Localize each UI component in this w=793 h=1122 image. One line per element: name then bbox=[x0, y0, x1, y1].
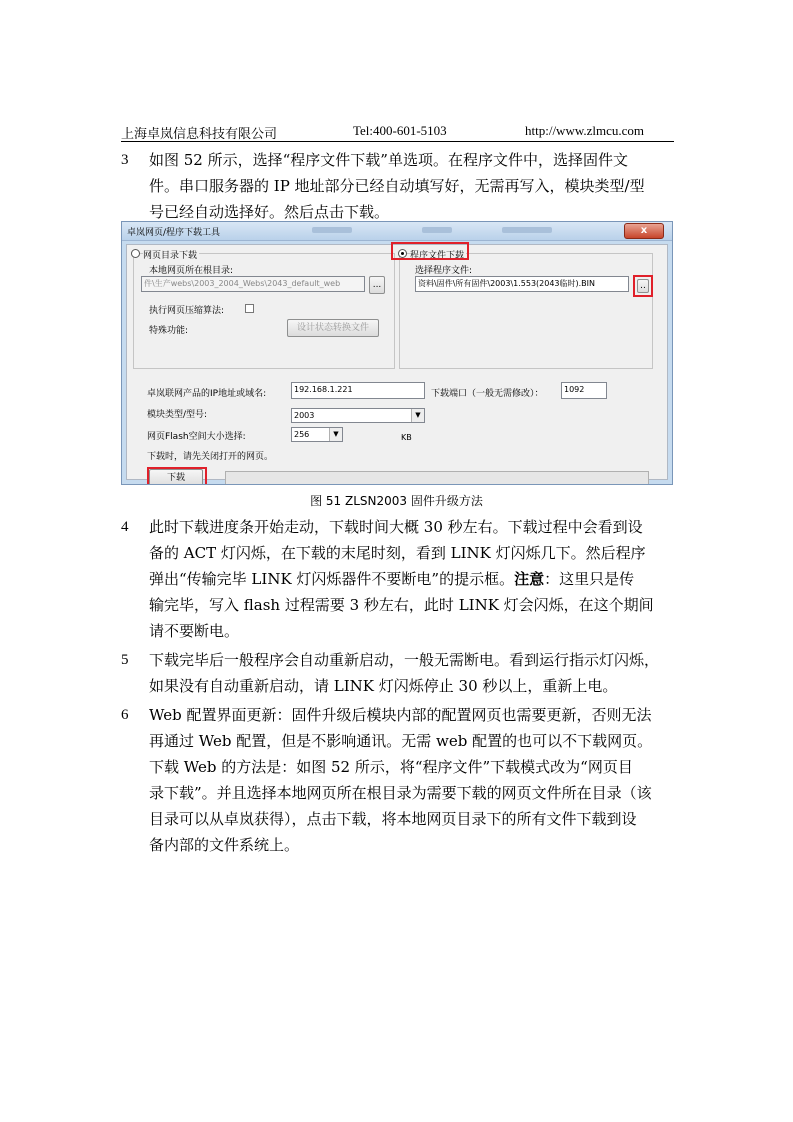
step-line: 如图 52 所示，选择“程序文件下载”单选项。在程序文件中，选择固件文 bbox=[149, 151, 628, 169]
download-progress-bar bbox=[225, 471, 649, 485]
web-root-label: 本地网页所在根目录: bbox=[149, 266, 234, 276]
step-line: 请不要断电。 bbox=[149, 622, 240, 640]
step-number: 6 bbox=[121, 707, 129, 723]
step-line-part: 弹出“传输完毕 LINK 灯闪烁器件不要断电”的提示框。 bbox=[149, 570, 515, 588]
step-number: 4 bbox=[121, 519, 129, 535]
step-5 bbox=[121, 647, 674, 699]
step-line: 下载 Web 的方法是：如图 52 所示，将“程序文件”下载模式改为“网页目 bbox=[149, 758, 633, 776]
module-type-select[interactable] bbox=[291, 408, 425, 423]
step-line: 目录可以从卓岚获得），点击下载，将本地网页目录下的所有文件下载到设 bbox=[149, 810, 637, 828]
header-url: http://www.zlmcu.com bbox=[525, 123, 645, 138]
web-download-label: 网页目录下载 bbox=[143, 248, 199, 261]
step-line bbox=[149, 566, 674, 592]
step-number: 5 bbox=[121, 652, 129, 668]
download-button[interactable]: 下载 bbox=[149, 469, 203, 485]
step-line: 录下载”。并且选择本地网页所在根目录为需要下载的网页文件所在目录（该 bbox=[149, 784, 652, 802]
compress-label: 执行网页压缩算法: bbox=[149, 306, 225, 316]
web-download-radio[interactable] bbox=[131, 249, 140, 258]
step-line: 备内部的文件系统上。 bbox=[149, 836, 300, 854]
program-download-label: 程序文件下载 bbox=[410, 248, 466, 261]
browse-program-button[interactable]: .. bbox=[637, 279, 649, 293]
ip-label: 卓岚联网产品的IP地址或域名: bbox=[147, 389, 267, 399]
step-line: 件。串口服务器的 IP 地址部分已经自动填写好，无需再写入，模块类型/型 bbox=[149, 177, 645, 195]
step-line: 备的 ACT 灯闪烁，在下载的末尾时刻，看到 LINK 灯闪烁几下。然后程序 bbox=[149, 544, 646, 562]
flash-size-value: 256 bbox=[294, 430, 310, 439]
ip-input[interactable]: 192.168.1.221 bbox=[291, 382, 425, 399]
header-tel: Tel:400-601-5103 bbox=[353, 123, 447, 138]
step-line: 此时下载进度条开始走动，下载时间大概 30 秒左右。下载过程中会看到设 bbox=[149, 518, 643, 536]
note-label: 注意 bbox=[514, 570, 545, 588]
step-3 bbox=[121, 147, 674, 225]
flash-size-select[interactable] bbox=[291, 427, 343, 442]
design-state-button[interactable]: 设计状态转换文件 bbox=[287, 319, 379, 337]
step-line: 输完毕，写入 flash 过程需要 3 秒左右，此时 LINK 灯会闪烁，在这个期间 bbox=[149, 596, 654, 614]
window-client bbox=[126, 244, 668, 483]
step-line: 号已经自动选择好。然后点击下载。 bbox=[149, 203, 390, 221]
step-number: 3 bbox=[121, 152, 129, 168]
close-pages-hint: 下载时，请先关闭打开的网页。 bbox=[147, 452, 274, 462]
chevron-down-icon: ▼ bbox=[329, 428, 342, 441]
port-input[interactable]: 1092 bbox=[561, 382, 607, 399]
download-tool-window bbox=[121, 221, 673, 485]
port-label: 下载端口（一般无需修改）： bbox=[431, 389, 544, 399]
step-line: Web 配置界面更新：固件升级后模块内部的配置网页也需要更新，否则无法 bbox=[149, 706, 652, 724]
web-root-input[interactable]: 件\生产webs\2003_2004_Webs\2043_default_web bbox=[141, 276, 365, 292]
chevron-down-icon: ▼ bbox=[411, 409, 424, 422]
program-file-label: 选择程序文件: bbox=[415, 266, 473, 276]
special-label: 特殊功能: bbox=[149, 326, 189, 336]
step-line-part: 这里只是传 bbox=[559, 570, 635, 588]
step-line: 如果没有自动重新启动，请 LINK 灯闪烁停止 30 秒以上，重新上电。 bbox=[149, 677, 618, 695]
module-type-value: 2003 bbox=[294, 411, 315, 420]
window-titlebar bbox=[122, 222, 672, 241]
step-4 bbox=[121, 514, 674, 644]
flash-unit: KB bbox=[401, 433, 412, 442]
page-header bbox=[121, 121, 674, 142]
browse-web-root-button[interactable]: ... bbox=[369, 276, 385, 294]
note-colon: ： bbox=[544, 570, 560, 588]
highlight-box bbox=[147, 467, 207, 485]
step-6 bbox=[121, 702, 674, 858]
background-window-blur bbox=[502, 227, 552, 233]
close-button[interactable]: x bbox=[624, 223, 664, 239]
program-file-input[interactable]: 资料\固件\所有固件\2003\1.553(2043临时).BIN bbox=[415, 276, 629, 292]
highlight-box bbox=[633, 275, 653, 297]
figure-caption: 图 51 ZLSN2003 固件升级方法 bbox=[310, 494, 483, 508]
header-company: 上海卓岚信息科技有限公司 bbox=[121, 127, 278, 142]
compress-checkbox[interactable] bbox=[245, 304, 254, 313]
highlight-box bbox=[391, 242, 469, 260]
background-window-blur bbox=[422, 227, 452, 233]
step-line: 下载完毕后一般程序会自动重新启动，一般无需断电。看到运行指示灯闪烁， bbox=[149, 651, 660, 669]
module-type-label: 模块类型/型号: bbox=[147, 410, 208, 420]
background-window-blur bbox=[312, 227, 352, 233]
flash-size-label: 网页Flash空间大小选择: bbox=[147, 432, 246, 442]
step-line: 再通过 Web 配置，但是不影响通讯。无需 web 配置的也可以不下载网页。 bbox=[149, 732, 653, 750]
window-title: 卓岚网页/程序下载工具 bbox=[127, 228, 221, 238]
